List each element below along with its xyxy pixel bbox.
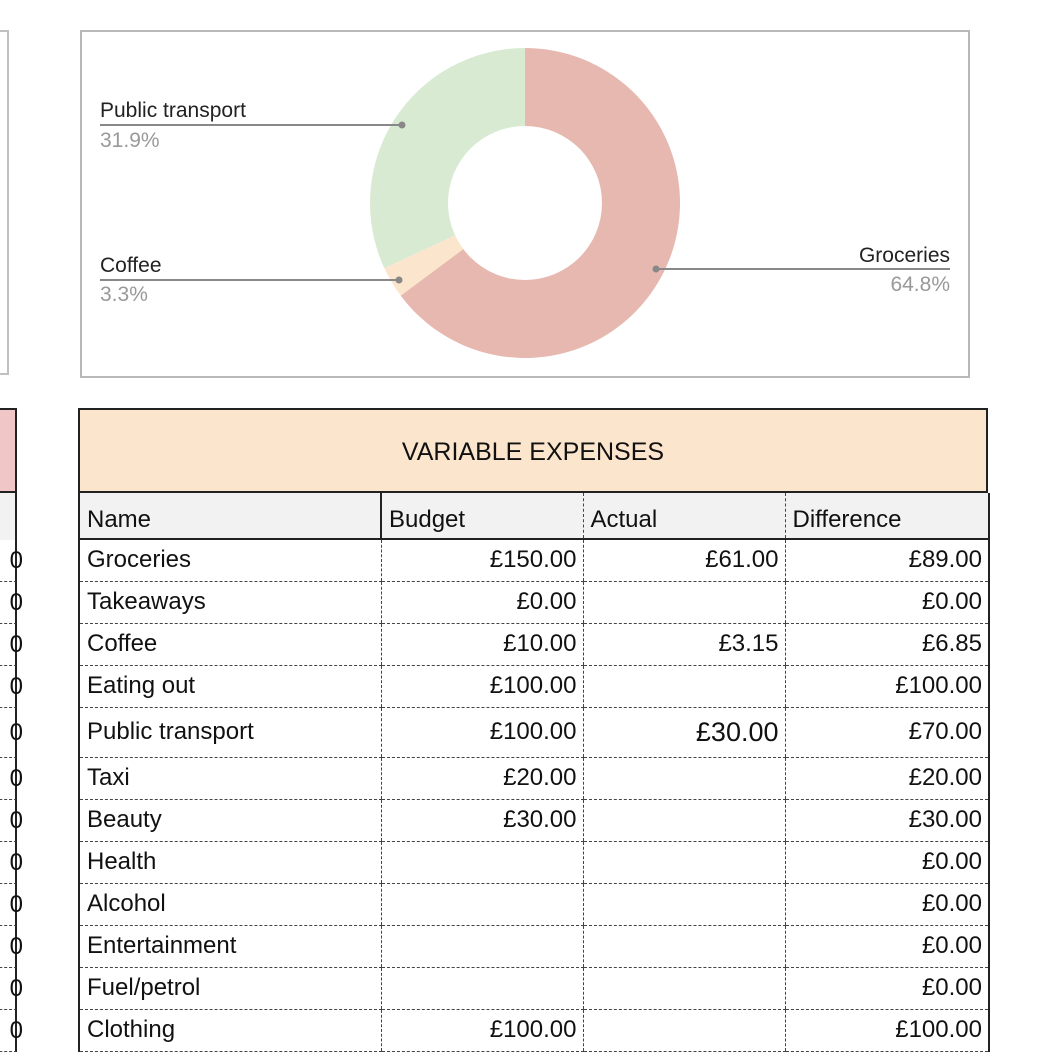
table-row — [79, 841, 989, 883]
left-table-rows-partial — [0, 540, 23, 1052]
expenses-donut-chart[interactable] — [80, 30, 970, 378]
cell-actual[interactable]: £61.00 — [583, 539, 785, 581]
cell-budget[interactable]: £100.00 — [381, 1009, 583, 1051]
cell-budget[interactable]: £10.00 — [381, 623, 583, 665]
cell-difference[interactable]: £20.00 — [785, 757, 989, 799]
table-row — [79, 883, 989, 925]
cell-name[interactable]: Health — [79, 841, 381, 883]
cell-name[interactable]: Eating out — [79, 665, 381, 707]
left-partial-cell-text: 0 — [9, 547, 23, 574]
cell-difference[interactable]: £0.00 — [785, 967, 989, 1009]
slice-label-coffee: Coffee — [100, 254, 162, 277]
cell-actual[interactable] — [583, 967, 785, 1009]
cell-budget[interactable]: £100.00 — [381, 707, 583, 757]
table-row — [79, 623, 989, 665]
cell-name[interactable]: Clothing — [79, 1009, 381, 1051]
donut-hole — [448, 126, 602, 280]
left-partial-cell[interactable] — [0, 582, 23, 624]
cell-budget[interactable] — [381, 841, 583, 883]
table-row — [79, 665, 989, 707]
cell-difference[interactable]: £30.00 — [785, 799, 989, 841]
column-header-difference[interactable]: Difference — [785, 493, 989, 539]
left-partial-cell-text: 0 — [9, 673, 23, 700]
cell-actual[interactable] — [583, 665, 785, 707]
cell-actual[interactable] — [583, 841, 785, 883]
cell-difference[interactable]: £100.00 — [785, 665, 989, 707]
public-transport-leader-dot — [399, 122, 406, 129]
column-header-actual[interactable]: Actual — [583, 493, 785, 539]
left-table-subheader-partial[interactable] — [0, 493, 17, 540]
left-partial-cell-text: 0 — [9, 849, 23, 876]
cell-name[interactable]: Alcohol — [79, 883, 381, 925]
slice-percent-coffee: 3.3% — [100, 283, 148, 306]
cell-actual[interactable] — [583, 799, 785, 841]
expenses-grid — [78, 493, 990, 1052]
left-partial-cell-text: 0 — [9, 807, 23, 834]
cell-name[interactable]: Entertainment — [79, 925, 381, 967]
left-partial-cell[interactable] — [0, 708, 23, 758]
cell-name[interactable]: Beauty — [79, 799, 381, 841]
left-partial-cell[interactable] — [0, 624, 23, 666]
left-partial-cell-text: 0 — [9, 765, 23, 792]
cell-difference[interactable]: £0.00 — [785, 883, 989, 925]
cell-budget[interactable] — [381, 967, 583, 1009]
left-partial-cell[interactable] — [0, 800, 23, 842]
left-partial-cell-text: 0 — [9, 719, 23, 746]
cell-difference[interactable]: £100.00 — [785, 1009, 989, 1051]
table-row — [79, 539, 989, 581]
table-row — [79, 757, 989, 799]
table-body — [79, 539, 989, 1051]
cell-name[interactable]: Coffee — [79, 623, 381, 665]
left-partial-cell[interactable] — [0, 968, 23, 1010]
groceries-leader-dot — [653, 266, 660, 273]
left-partial-cell[interactable] — [0, 884, 23, 926]
cell-actual[interactable]: £3.15 — [583, 623, 785, 665]
left-table-header-partial[interactable] — [0, 408, 17, 493]
table-row — [79, 707, 989, 757]
coffee-leader-dot — [396, 277, 403, 284]
cell-name[interactable]: Taxi — [79, 757, 381, 799]
cell-actual[interactable]: £30.00 — [583, 707, 785, 757]
slice-percent-groceries: 64.8% — [890, 273, 950, 296]
cell-name[interactable]: Takeaways — [79, 581, 381, 623]
cell-name[interactable]: Public transport — [79, 707, 381, 757]
donut-chart-svg — [82, 32, 968, 376]
cell-difference[interactable]: £0.00 — [785, 925, 989, 967]
cell-difference[interactable]: £6.85 — [785, 623, 989, 665]
table-row — [79, 925, 989, 967]
table-title[interactable]: VARIABLE EXPENSES — [78, 408, 988, 493]
cell-budget[interactable]: £30.00 — [381, 799, 583, 841]
cell-actual[interactable] — [583, 1009, 785, 1051]
left-partial-cell[interactable] — [0, 926, 23, 968]
cell-actual[interactable] — [583, 581, 785, 623]
left-partial-cell-text: 0 — [9, 891, 23, 918]
slice-label-groceries: Groceries — [858, 244, 950, 267]
cell-budget[interactable]: £150.00 — [381, 539, 583, 581]
cell-actual[interactable] — [583, 925, 785, 967]
cell-difference[interactable]: £0.00 — [785, 841, 989, 883]
cell-budget[interactable]: £100.00 — [381, 665, 583, 707]
variable-expenses-table — [78, 408, 988, 1052]
table-row — [79, 799, 989, 841]
cell-difference[interactable]: £89.00 — [785, 539, 989, 581]
left-partial-cell[interactable] — [0, 758, 23, 800]
left-partial-cell-text: 0 — [9, 589, 23, 616]
cell-difference[interactable]: £0.00 — [785, 581, 989, 623]
slice-percent-public-transport: 31.9% — [100, 129, 160, 152]
cell-budget[interactable] — [381, 883, 583, 925]
table-row — [79, 1009, 989, 1051]
left-partial-cell-text: 0 — [9, 631, 23, 658]
left-partial-cell-text: 0 — [9, 1017, 23, 1044]
cell-actual[interactable] — [583, 883, 785, 925]
cell-actual[interactable] — [583, 757, 785, 799]
left-partial-cell[interactable] — [0, 540, 23, 582]
left-partial-cell[interactable] — [0, 1010, 23, 1052]
cell-name[interactable]: Fuel/petrol — [79, 967, 381, 1009]
cell-name[interactable]: Groceries — [79, 539, 381, 581]
slice-label-public-transport: Public transport — [100, 99, 246, 122]
header-row — [79, 493, 989, 539]
left-chart-panel-partial[interactable] — [0, 30, 9, 375]
cell-budget[interactable] — [381, 925, 583, 967]
column-header-budget[interactable]: Budget — [381, 493, 583, 539]
left-partial-cell-text: 0 — [9, 975, 23, 1002]
left-partial-cell[interactable] — [0, 666, 23, 708]
table-row — [79, 581, 989, 623]
left-partial-cell-text: 0 — [9, 933, 23, 960]
column-header-name[interactable]: Name — [79, 493, 381, 539]
cell-budget[interactable]: £20.00 — [381, 757, 583, 799]
cell-difference[interactable]: £70.00 — [785, 707, 989, 757]
table-row — [79, 967, 989, 1009]
cell-budget[interactable]: £0.00 — [381, 581, 583, 623]
left-partial-cell[interactable] — [0, 842, 23, 884]
